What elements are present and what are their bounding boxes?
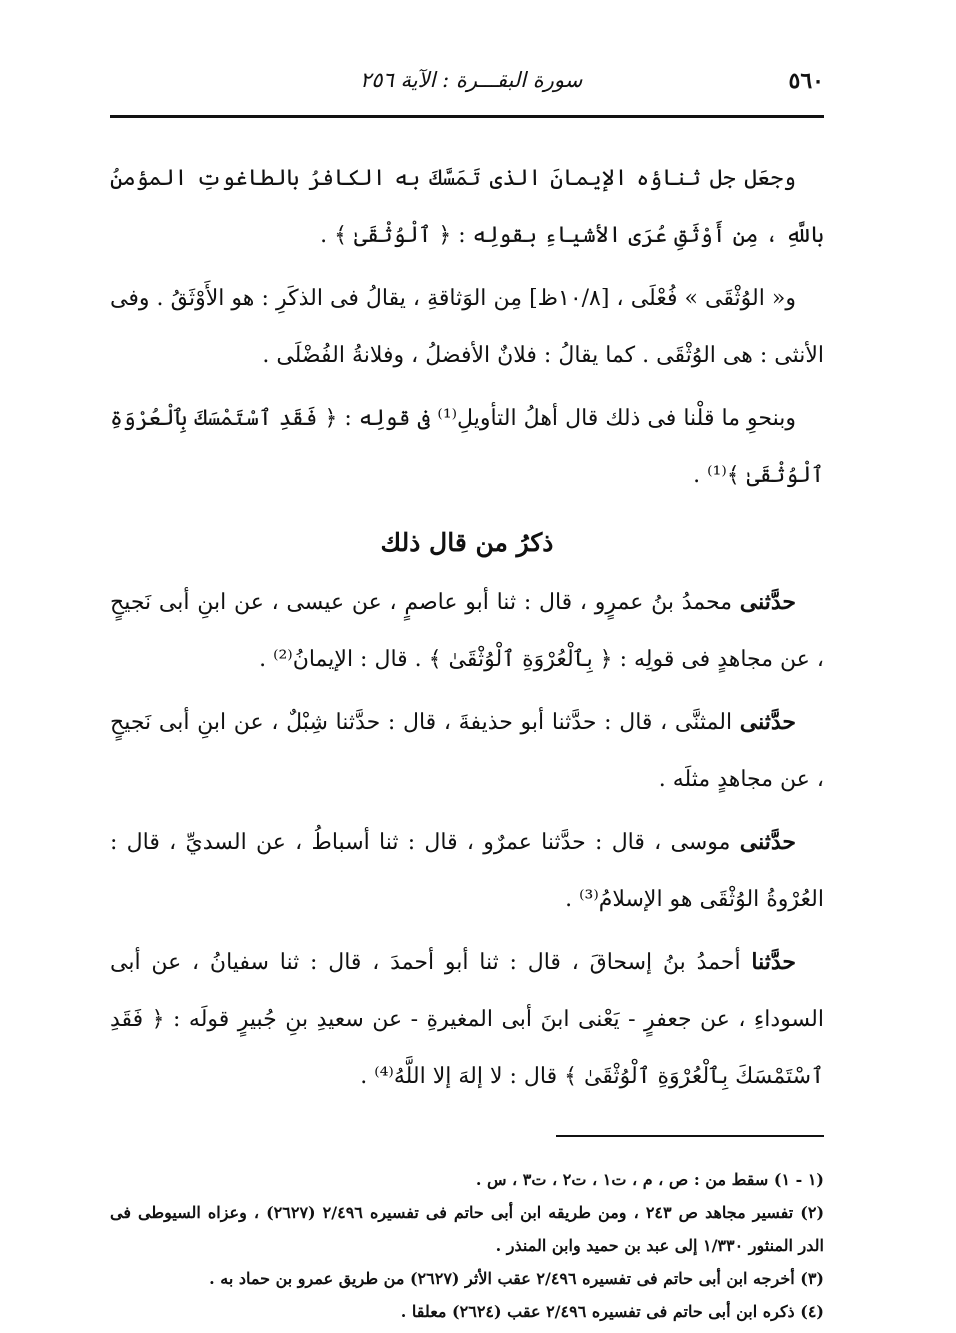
narration-3 — [110, 814, 824, 928]
narration-text: أحمدُ بنُ إسحاقَ ، قال : ثنا أبو أحمدَ ، قال : ثنا سفيانُ ، عن أبى السوداءِ ، عن جعفرٍ - يَعْنى ابنَ أبى المغيرةِ - عن سعيدِ بنِ جُبيرٍ قولَه : ﴿ فَقَدِ ٱسْتَمْسَكَ بِٱلْعُرْوَةِ ٱلْوُثْقَىٰ ﴾ قال : لا إلهَ إلا اللَّهُ⁽⁴⁾ . — [110, 950, 824, 1089]
narration-lead: حدَّثنى — [739, 709, 797, 735]
paragraph-1 — [110, 150, 824, 264]
running-title: سورة البقـــرة : الآية ٢٥٦ — [360, 68, 583, 92]
section-heading: ذكرُ من قال ذلك — [380, 528, 554, 557]
paragraph-text: و« الوُثْقَى » فُعْلَى ، [١٠/٨ظ] مِن الوَثاقةِ ، يقالُ فى الذكَرِ : هو الأَوْثَقُ . وفى الأنثى : هى الوُثْقَى . كما يقالُ : فلانٌ الأفضلُ ، وفلانةُ الفُضْلَى . — [110, 286, 824, 368]
footnote-2: (٢) تفسير مجاهد ص ٢٤٣ ، ومن طريقه ابن أبى حاتم فى تفسيره ٢/٤٩٦ (٢٦٢٧) ، وعزاه السيوطى فى الدر المنثور ١/٣٣٠ إلى عبد بن حميد وابن المنذر . — [110, 1203, 825, 1255]
narration-text: المثنَّى ، قال : حدَّثنا أبو حذيفةَ ، قال : حدَّثنا شِبْلٌ ، عن ابنِ أبى نَجيحٍ ، عن مجاهدٍ مثلَه . — [110, 710, 824, 792]
footnotes — [110, 1163, 824, 1328]
narration-lead: حدَّثنى — [739, 829, 796, 855]
footnote-rule — [556, 1135, 824, 1137]
footnote-1: (١ - ١) سقط من : ص ، م ، ت١ ، ت٢ ، ت٣ ، س . — [475, 1170, 824, 1189]
paragraph-text: وجعَل جل ثناؤه الإيمانَ الذى تَمَسَّكَ به الكافرُ بالطاغوتِ المؤمنُ باللَّهِ ، مِن أَوْثَقِ عُرَى الأشياءِ بقولِه : ﴿ ٱلْوُثْقَىٰ ﴾ . — [110, 166, 824, 248]
page-number: ٥٦٠ — [788, 68, 824, 94]
narration-text: موسى ، قال : حدَّثنا عمرٌو ، قال : ثنا أسباطُ ، عن السديِّ ، قال : العُرْوةُ الوُثْقَى هو الإسلامُ⁽³⁾ . — [110, 830, 824, 912]
page-body — [110, 150, 824, 1111]
paragraph-2 — [110, 270, 824, 384]
narration-lead: حدَّثنى — [739, 589, 796, 615]
book-page — [110, 60, 825, 1321]
narration-lead: حدَّثنا — [751, 949, 796, 975]
footnote-4: (٤) ذكره ابن أبى حاتم فى تفسيره ٢/٤٩٦ عقب (٢٦٢٤) معلقا . — [400, 1302, 824, 1321]
narration-1 — [110, 574, 824, 688]
footnote-3: (٣) أخرجه ابن أبى حاتم فى تفسيره ٢/٤٩٦ عقب الأثر (٢٦٢٧) من طريق عمرو بن حماد به . — [209, 1269, 824, 1288]
paragraph-text: وبنحوِ ما قلْنا فى ذلك قال أهلُ التأويلِ⁽¹⁾ فى قولِه : ﴿ فَقَدِ ٱسْتَمْسَكَ بِٱلْعُرْوَةِ ٱلْوُثْقَىٰ ﴾⁽¹⁾ . — [110, 406, 824, 488]
narration-text: محمدُ بنُ عمرٍو ، قال : ثنا أبو عاصمٍ ، عن عيسى ، عن ابنِ أبى نَجيحٍ ، عن مجاهدٍ فى قولِه : ﴿ بِٱلْعُرْوَةِ ٱلْوُثْقَىٰ ﴾ . قال : الإيمانُ⁽²⁾ . — [110, 590, 824, 672]
page-header — [110, 60, 824, 100]
narration-4 — [110, 934, 824, 1105]
narration-2 — [110, 694, 824, 808]
paragraph-3 — [110, 390, 824, 504]
header-rule — [110, 115, 824, 118]
